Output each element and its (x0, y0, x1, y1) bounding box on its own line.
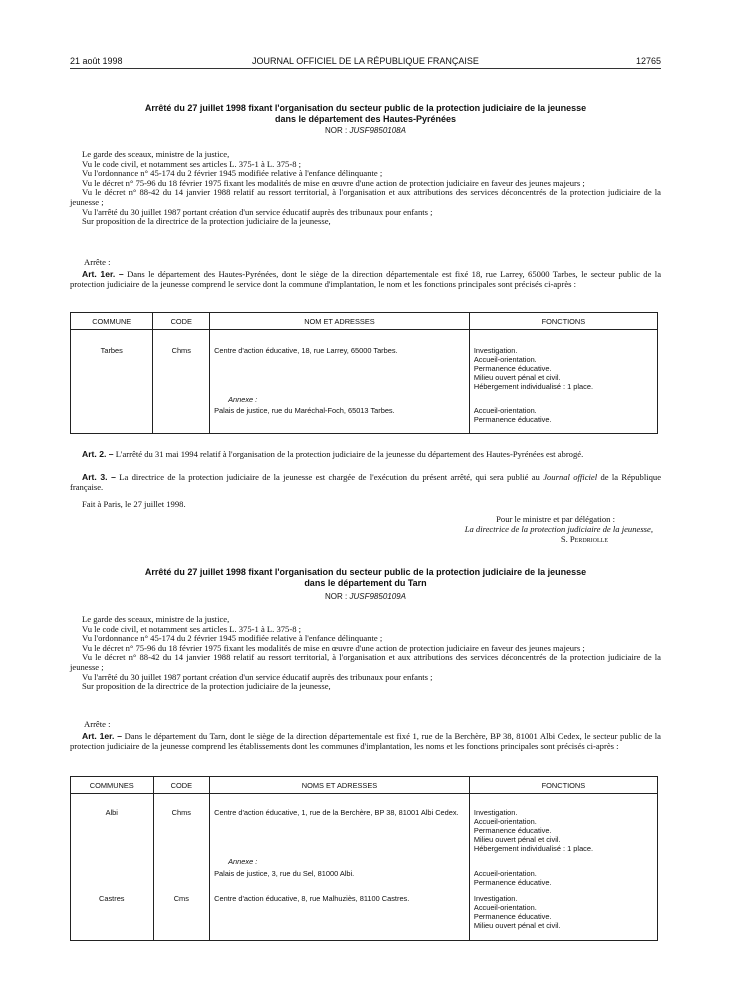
column-header: NOMS ET ADRESSES (210, 777, 470, 794)
preamble-line: Le garde des sceaux, ministre de la justice, (82, 149, 230, 159)
preamble-line: Vu l'arrêté du 30 juillet 1987 portant création d'un service éducatif auprès des tribunaux pour enfants ; (82, 206, 433, 217)
header-rule (70, 68, 661, 69)
column-header: COMMUNE (71, 313, 153, 330)
column-header: COMMUNES (71, 777, 154, 794)
preamble-line: Sur proposition de la directrice de la protection judiciaire de la jeunesse, (82, 216, 331, 227)
preamble-line: Vu le code civil, et notamment ses articles L. 375-1 à L. 375-8 ; (82, 623, 302, 634)
name-cell: Centre d'action éducative, 8, rue Malhuziès, 81100 Castres. (210, 889, 470, 941)
arrete1-table (70, 312, 658, 434)
table-header-row (71, 777, 658, 794)
table-row-annex (71, 393, 658, 434)
column-header: FONCTIONS (469, 777, 657, 794)
arrete2-article1 (70, 732, 661, 751)
preamble-line: Sur proposition de la directrice de la protection judiciaire de la jeunesse, (82, 681, 331, 692)
annex-name: Palais de justice, rue du Maréchal-Foch, 65013 Tarbes. (214, 406, 395, 415)
functions-cell: Investigation. Accueil-orientation. Permanence éducative. Milieu ouvert pénal et civil. Hébergement individualisé : 1 place. (469, 330, 657, 394)
arrete2-title-line1: Arrêté du 27 juillet 1998 fixant l'organisation du secteur public de la protection judiciaire de la jeunesse (144, 567, 587, 577)
arrete1-done-at: Fait à Paris, le 27 juillet 1998. (82, 499, 186, 509)
arrete2-arrete-label: Arrête : (84, 719, 111, 729)
preamble-line: Vu le décret n° 88-42 du 14 janvier 1988 relatif au ressort territorial, à l'organisation et aux attributions des services déconcentrés de la protection judiciaire de la jeunesse ; (70, 187, 661, 207)
annex-cell (210, 855, 470, 889)
column-header: NOM ET ADRESSES (210, 313, 470, 330)
preamble-line: Vu le décret n° 75-96 du 18 février 1975 fixant les modalités de mise en œuvre d'une action de protection judiciaire en faveur des jeunes majeurs ; (82, 177, 585, 188)
commune-cell: Albi (71, 794, 154, 856)
table-header-row (71, 313, 658, 330)
preamble-line: Vu le décret n° 75-96 du 18 février 1975 fixant les modalités de mise en œuvre d'une action de protection judiciaire en faveur des jeunes majeurs ; (82, 642, 585, 653)
code-cell: Chms (153, 794, 210, 856)
table-row (71, 330, 658, 394)
article-text: Dans le département du Tarn, dont le siège de la direction départementale est fixé 1, rue de la Berchère, BP 38, 81001 Albi Cedex, le secteur public de la protection judiciaire de la jeunesse comprend les établissements dont les communes d'implantation, les noms et les fonctions principales sont précisés ci-après : (70, 731, 661, 751)
signatory-name: S. Perdriolle (560, 534, 608, 544)
functions-cell: Investigation. Accueil-orientation. Permanence éducative. Milieu ouvert pénal et civil. Hébergement individualisé : 1 place. (469, 794, 657, 856)
arrete2-table (70, 776, 658, 941)
arrete1-signature: Pour le ministre et par délégation : La directrice de la protection judiciaire de la jeunesse, S. Perdriolle (350, 514, 653, 544)
column-header: FONCTIONS (469, 313, 657, 330)
commune-cell: Tarbes (71, 330, 153, 394)
preamble-line: Vu l'arrêté du 30 juillet 1987 portant création d'un service éducatif auprès des tribunaux pour enfants ; (82, 671, 433, 682)
annex-functions-cell: Accueil-orientation. Permanence éducative. (469, 855, 657, 889)
nor-label: NOR : (325, 592, 348, 601)
arrete2-title (70, 567, 661, 588)
article-label: Art. 3. – (82, 472, 116, 482)
arrete1-article1 (70, 270, 661, 289)
annex-functions-cell: Accueil-orientation. Permanence éducative. (469, 393, 657, 434)
code-cell: Chms (153, 330, 210, 394)
arrete1-preamble (70, 150, 661, 227)
header-journal-title: JOURNAL OFFICIEL DE LA RÉPUBLIQUE FRANÇAISE (252, 56, 479, 66)
arrete1-article2 (70, 450, 661, 460)
column-header: CODE (153, 777, 210, 794)
functions-cell: Investigation. Accueil-orientation. Permanence éducative. Milieu ouvert pénal et civil. (469, 889, 657, 941)
preamble-line: Vu l'ordonnance n° 45-174 du 2 février 1945 modifiée relative à l'enfance délinquante ; (82, 633, 383, 644)
header-page-number: 12765 (635, 56, 661, 66)
article-label: Art. 2. – (82, 449, 114, 459)
annex-label: Annexe : (228, 857, 258, 866)
annex-cell (210, 393, 470, 434)
nor-label: NOR : (325, 126, 348, 135)
arrete1-title (70, 103, 661, 124)
preamble-line: Vu le décret n° 88-42 du 14 janvier 1988 relatif au ressort territorial, à l'organisation et aux attributions des services déconcentrés de la protection judiciaire de la jeunesse ; (70, 652, 661, 672)
arrete2-preamble (70, 615, 661, 692)
arrete1-title-line2: dans le département des Hautes-Pyrénées (274, 113, 457, 124)
annex-name: Palais de justice, 3, rue du Sel, 81000 Albi. (214, 869, 355, 878)
annex-label: Annexe : (228, 395, 258, 404)
arrete2-nor (70, 592, 661, 601)
preamble-line: Le garde des sceaux, ministre de la justice, (82, 614, 230, 624)
table-row-annex (71, 855, 658, 889)
nor-code: JUSF9850108A (349, 126, 406, 135)
name-cell: Centre d'action éducative, 1, rue de la Berchère, BP 38, 81001 Albi Cedex. (210, 794, 470, 856)
arrete1-nor (70, 126, 661, 135)
table-row (71, 794, 658, 856)
table-row (71, 889, 658, 941)
column-header: CODE (153, 313, 210, 330)
article-label: Art. 1er. – (82, 269, 124, 279)
arrete2-title-line2: dans le département du Tarn (304, 577, 427, 588)
nor-code: JUSF9850109A (349, 592, 406, 601)
code-cell: Cms (153, 889, 210, 941)
arrete1-arrete-label: Arrête : (84, 257, 111, 267)
name-cell: Centre d'action éducative, 18, rue Larrey, 65000 Tarbes. (210, 330, 470, 394)
header-date: 21 août 1998 (70, 56, 123, 66)
arrete1-title-line1: Arrêté du 27 juillet 1998 fixant l'organisation du secteur public de la protection judiciaire de la jeunesse (144, 103, 587, 113)
preamble-line: Vu l'ordonnance n° 45-174 du 2 février 1945 modifiée relative à l'enfance délinquante ; (82, 168, 383, 179)
article-label: Art. 1er. – (82, 731, 123, 741)
arrete1-article3: Art. 3. – La directrice de la protection judiciaire de la jeunesse est chargée de l'exécution du présent arrêté, qui sera publié au Journal officiel de la République française. (70, 472, 662, 492)
preamble-line: Vu le code civil, et notamment ses articles L. 375-1 à L. 375-8 ; (82, 158, 302, 169)
article-text: L'arrêté du 31 mai 1994 relatif à l'organisation de la protection judiciaire de la jeunesse du département des Hautes-Pyrénées est abrogé. (115, 449, 584, 459)
article-text: Dans le département des Hautes-Pyrénées, dont le siège de la direction départementale est fixé 18, rue Larrey, 65000 Tarbes, le secteur public de la protection judiciaire de la jeunesse comprend le service dont la commune d'implantation, le nom et les fonctions principales sont précisés ci-après : (70, 269, 662, 289)
commune-cell: Castres (71, 889, 154, 941)
